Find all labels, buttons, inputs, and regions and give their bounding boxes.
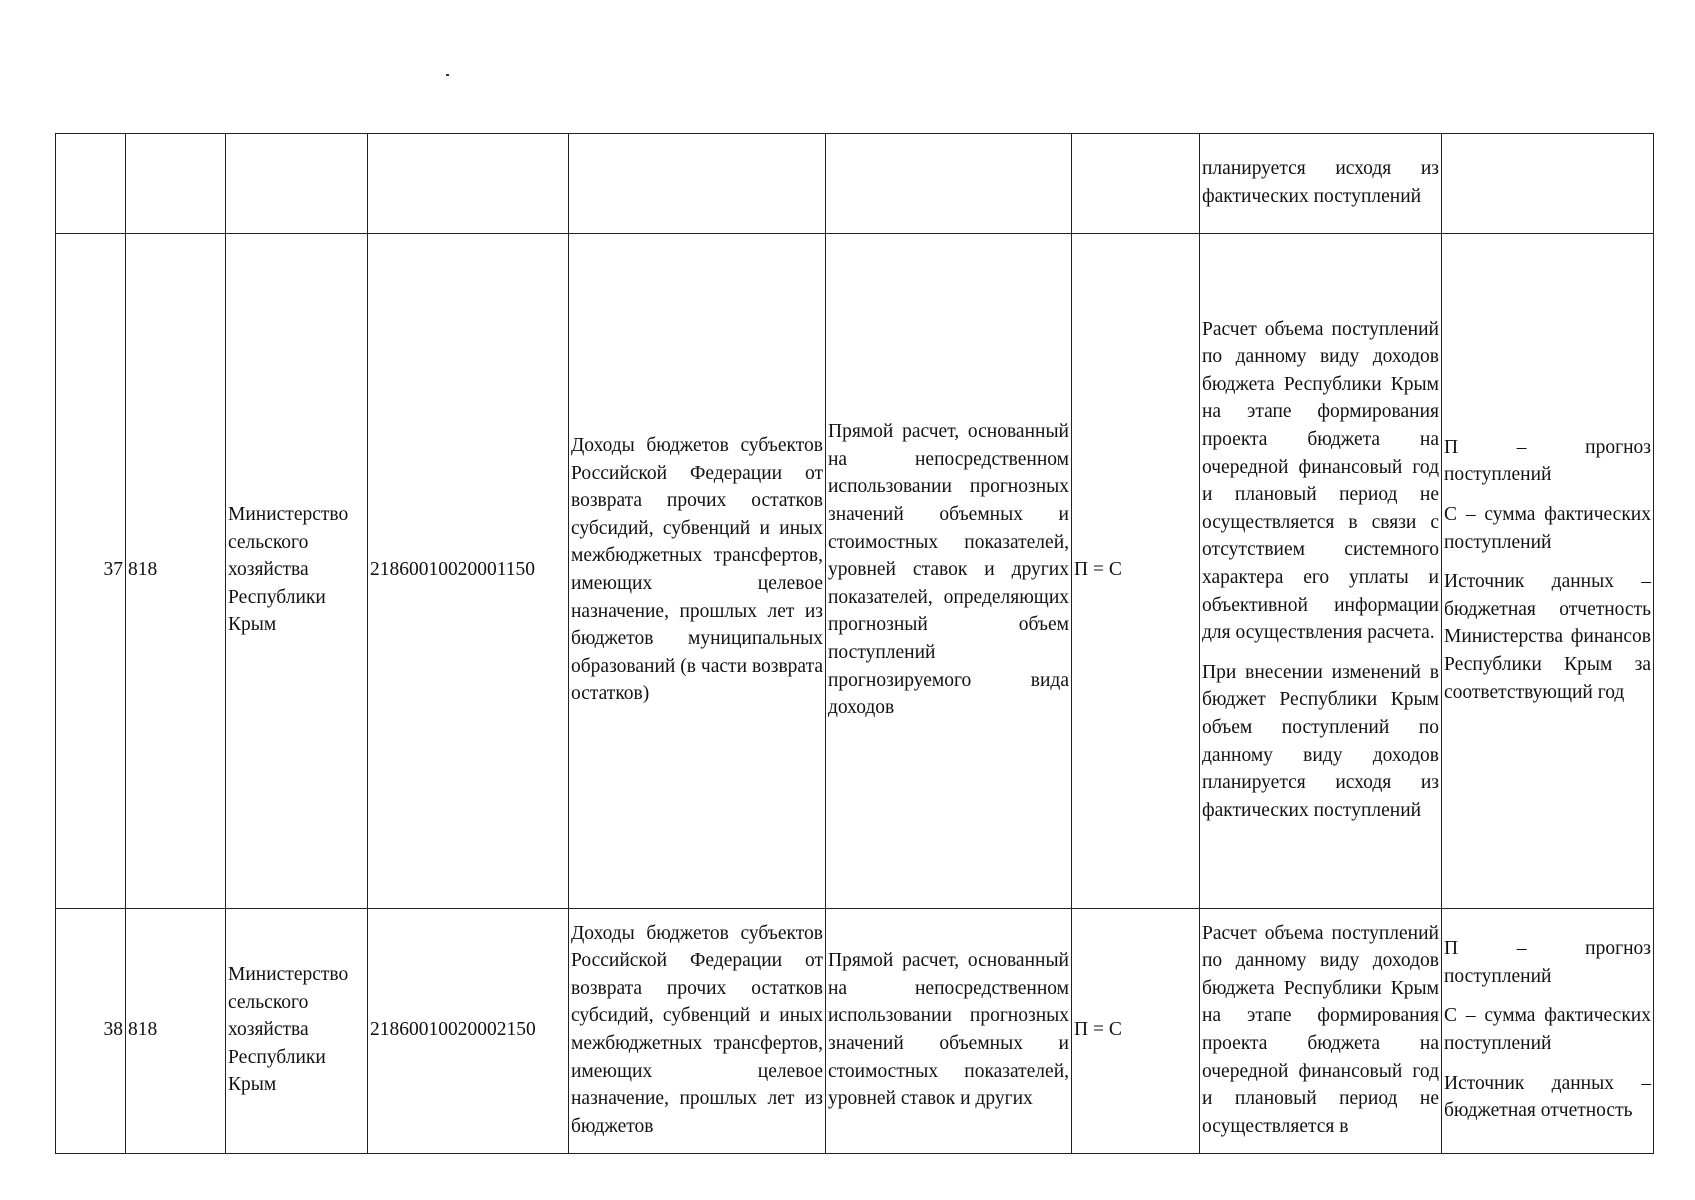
calc-method: Прямой расчет, основанный на непосредственном использовании прогнозных значений объемных и стоимостных показателей, уровней ставок и других показателей, определяющих прогнозный объем поступлений прогнозируемого вида доходов (826, 234, 1072, 909)
income-name: Доходы бюджетов субъектов Российской Федерации от возврата прочих остатков субсидий, субвенций и иных межбюджетных трансфертов, имеющих целевое назначение, прошлых лет из бюджетов (569, 909, 826, 1154)
kbk-code: 21860010020002150 (368, 909, 569, 1154)
admin-code: 818 (126, 909, 226, 1154)
calc-text-paragraph-1: Расчет объема поступлений по данному виду доходов бюджета Республики Крым на этапе формирования проекта бюджета на очередной финансовый год и плановый период не осуществляется в (1202, 922, 1439, 1137)
indicator-forecast: П – прогноз поступлений (1444, 436, 1651, 486)
indicator-source: Источник данных – бюджетная отчетность Министерства финансов Республики Крым за соответствующий год (1444, 571, 1651, 703)
calc-text-continuation: планируется исходя из фактических поступлений (1202, 157, 1439, 207)
table-row (56, 234, 1654, 909)
cell-income-name (569, 134, 826, 234)
admin-name: Министерство сельского хозяйства Республики Крым (226, 234, 368, 909)
calc-text (1200, 909, 1442, 1154)
admin-name: Министерство сельского хозяйства Республики Крым (226, 909, 368, 1154)
cell-calc-text (1200, 134, 1442, 234)
calc-method: Прямой расчет, основанный на непосредственном использовании прогнозных значений объемных и стоимостных показателей, уровней ставок и других (826, 909, 1072, 1154)
cell-num (56, 134, 126, 234)
formula: П = С (1072, 234, 1200, 909)
kbk-code: 21860010020001150 (368, 234, 569, 909)
cell-indicators (1442, 134, 1654, 234)
calc-text (1200, 234, 1442, 909)
income-name: Доходы бюджетов субъектов Российской Федерации от возврата прочих остатков субсидий, субвенций и иных межбюджетных трансфертов, имеющих целевое назначение, прошлых лет из бюджетов муниципальных образований (в части возврата остатков) (569, 234, 826, 909)
table-row-continuation (56, 134, 1654, 234)
indicators (1442, 234, 1654, 909)
cell-method (826, 134, 1072, 234)
cell-admin-name (226, 134, 368, 234)
indicators (1442, 909, 1654, 1154)
revenue-forecast-table (55, 133, 1654, 1154)
calc-text-paragraph-2: При внесении изменений в бюджет Республики Крым объем поступлений по данному виду доходов планируется исходя из фактических поступлений (1202, 661, 1439, 821)
cell-kbk (368, 134, 569, 234)
cell-formula (1072, 134, 1200, 234)
indicator-source: Источник данных – бюджетная отчетность (1444, 1072, 1651, 1122)
formula: П = С (1072, 909, 1200, 1154)
calc-text-paragraph-1: Расчет объема поступлений по данному виду доходов бюджета Республики Крым на этапе формирования проекта бюджета на очередной финансовый год и плановый период не осуществляется в связи с отсутствием системного характера его уплаты и объективной информации для осуществления расчета. (1202, 318, 1439, 644)
admin-code: 818 (126, 234, 226, 909)
indicator-forecast: П – прогноз поступлений (1444, 938, 1651, 987)
row-number: 37 (56, 234, 126, 909)
scan-speck (446, 74, 449, 76)
table-row (56, 909, 1654, 1154)
row-number: 38 (56, 909, 126, 1154)
indicator-sum: С – сумма фактических поступлений (1444, 1005, 1651, 1054)
cell-admin-code (126, 134, 226, 234)
indicator-sum: С – сумма фактических поступлений (1444, 504, 1651, 553)
